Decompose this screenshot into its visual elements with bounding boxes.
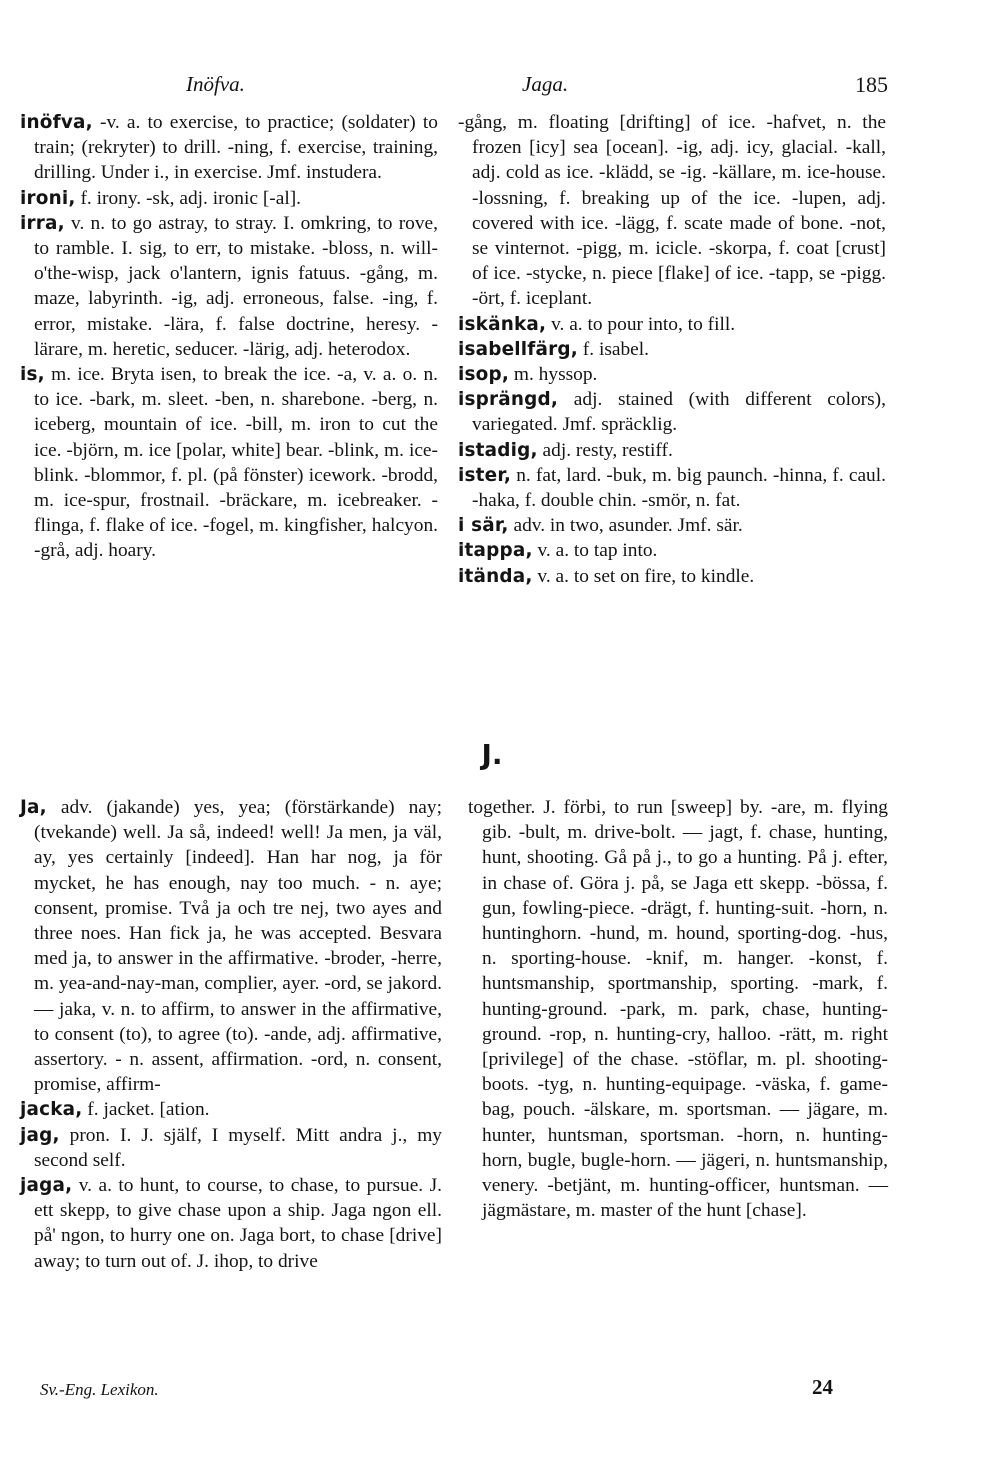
entry-jaga: jaga, v. a. to hunt, to course, to chase, to pursue. J. ett skepp, to give chase upon a ship. Jaga ngon ell. på' ngon, to hurry one on. Jaga bort, to chase [drive] away; to turn out of. J. ihop, to drive: [20, 1175, 442, 1272]
page-number: 185: [855, 72, 888, 97]
column-bottom-right: [468, 795, 888, 1223]
footer-title: Sv.-Eng. Lexikon.: [40, 1380, 159, 1399]
entry-irra: irra, v. n. to go astray, to stray. I. omkring, to rove, to ramble. I. sig, to err, to mistake. -bloss, n. will-o'the-wisp, jack o'lantern, ignis fatuus. -gång, m. maze, labyrinth. -ig, adj. erroneous, false. -ing, f. error, mistake. -lära, f. false doctrine, heresy. -lärare, m. heretic, seducer. -lärig, adj. heterodox.: [20, 212, 438, 360]
entry-is-continued: -gång, m. floating [drifting] of ice. -hafvet, n. the frozen [icy] sea [ocean]. -ig, adj. icy, glacial. -kall, adj. cold as ice. -klädd, se -ig. -källare, m. ice-house. -lossning, f. breaking up of the ice. -lupen, adj. covered with ice. -lägg, f. scate made of bone. -not, se vinternot. -pigg, m. icicle. -skorpa, f. coat [crust] of ice. -stycke, n. piece [flake] of ice. -tapp, se -pigg. -ört, f. iceplant.: [458, 112, 886, 310]
entry-jaga-continued: together. J. förbi, to run [sweep] by. -are, m. flying gib. -bult, m. drive-bolt. — jagt, f. chase, hunting, hunt, shooting. Gå på j., to go a hunting. På j. efter, in chase of. Göra j. på, se Jaga ett skepp. -bössa, f. gun, fowling-piece. -drägt, f. hunting-suit. -horn, n. huntinghorn. -hund, m. hound, sporting-dog. -hus, n. sporting-house. -knif, m. hanger. -konst, f. huntsmanship, sportmanship, sporting. -mark, f. hunting-ground. -park, m. park, chase, hunting-ground. -rop, n. hunting-cry, halloo. -rätt, m. right [privilege] of the chase. -stöflar, m. pl. shooting-boots. -tyg, n. hunting-equipage. -väska, f. game-bag, pouch. -älskare, m. sportsman. — jägare, m. hunter, huntsman, sportsman. -horn, n. hunting-horn, bugle, bugle-horn. — jägeri, n. huntsmanship, venery. -betjänt, m. hunting-officer, huntsman. — jägmästare, m. master of the hunt [chase].: [468, 797, 888, 1222]
entry-inofva: inöfva, -v. a. to exercise, to practice; (soldater) to train; (rekryter) to drill. -ning, f. exercise, training, drilling. Under i., in exercise. Jmf. instudera.: [20, 112, 438, 184]
entry-iskanka: iskänka, v. a. to pour into, to fill.: [458, 313, 736, 335]
entry-ironi: ironi, f. irony. -sk, adj. ironic [-al].: [20, 187, 302, 209]
entry-ister: ister, n. fat, lard. -buk, m. big paunch. -hinna, f. caul. -haka, f. double chin. -smör, n. fat.: [458, 464, 886, 512]
entry-itanda: itända, v. a. to set on fire, to kindle.: [458, 565, 755, 587]
entry-jacka: jacka, f. jacket. [ation.: [20, 1099, 210, 1121]
entry-is: is, m. ice. Bryta isen, to break the ice. -a, v. a. o. n. to ice. -bark, m. sleet. -ben, n. sharebone. -berg, n. iceberg, mountain of ice. -bill, m. iron to cut the ice. -björn, m. ice [polar, white] bear. -blink, m. ice-blink. -blommor, f. pl. (på fönster) icework. -brodd, m. ice-spur, frostnail. -bräckare, m. icebreaker. -flinga, f. flake of ice. -fogel, m. kingfisher, halcyon. -grå, adj. hoary.: [20, 364, 438, 562]
running-header: [18, 72, 888, 104]
entry-itappa: itappa, v. a. to tap into.: [458, 540, 658, 562]
entry-isop: isop, m. hyssop.: [458, 364, 598, 386]
entry-isabellfarg: isabellfärg, f. isabel.: [458, 338, 650, 360]
right-guide-word: Jaga.: [522, 72, 569, 96]
entry-ja: Ja, adv. (jakande) yes, yea; (förstärkande) nay; (tvekande) well. Ja så, indeed! well! Ja men, ja väl, ay, yes certainly [indeed]. Han har nog, ja för mycket, he has enough, nay too much. - n. aye; consent, promise. Två ja och tre nej, two ayes and three noes. Han fick ja, he was accepted. Besvara med ja, to answer in the affirmative. -broder, -herre, m. yea-and-nay-man, complier, ayer. -ord, se jakord. — jaka, v. n. to affirm, to answer in the affirmative, to consent (to), to agree (to). -ande, adj. affirmative, assertory. - n. assent, affirmation. -ord, n. consent, promise, affirm-: [20, 797, 442, 1096]
entry-jag: jag, pron. I. J. själf, I myself. Mitt andra j., my second self.: [20, 1124, 442, 1171]
column-top-left: [20, 110, 438, 564]
column-top-right: [458, 110, 886, 589]
column-bottom-left: [20, 795, 442, 1274]
entry-isprangd: isprängd, adj. stained (with different colors), variegated. Jmf. spräcklig.: [458, 389, 886, 436]
signature-mark: 24: [812, 1375, 833, 1399]
left-guide-word: Inöfva.: [186, 72, 245, 96]
section-letter: J.: [481, 738, 503, 771]
entry-istadig: istadig, adj. resty, restiff.: [458, 439, 673, 461]
entry-i-sar: i sär, adv. in two, asunder. Jmf. sär.: [458, 515, 743, 537]
